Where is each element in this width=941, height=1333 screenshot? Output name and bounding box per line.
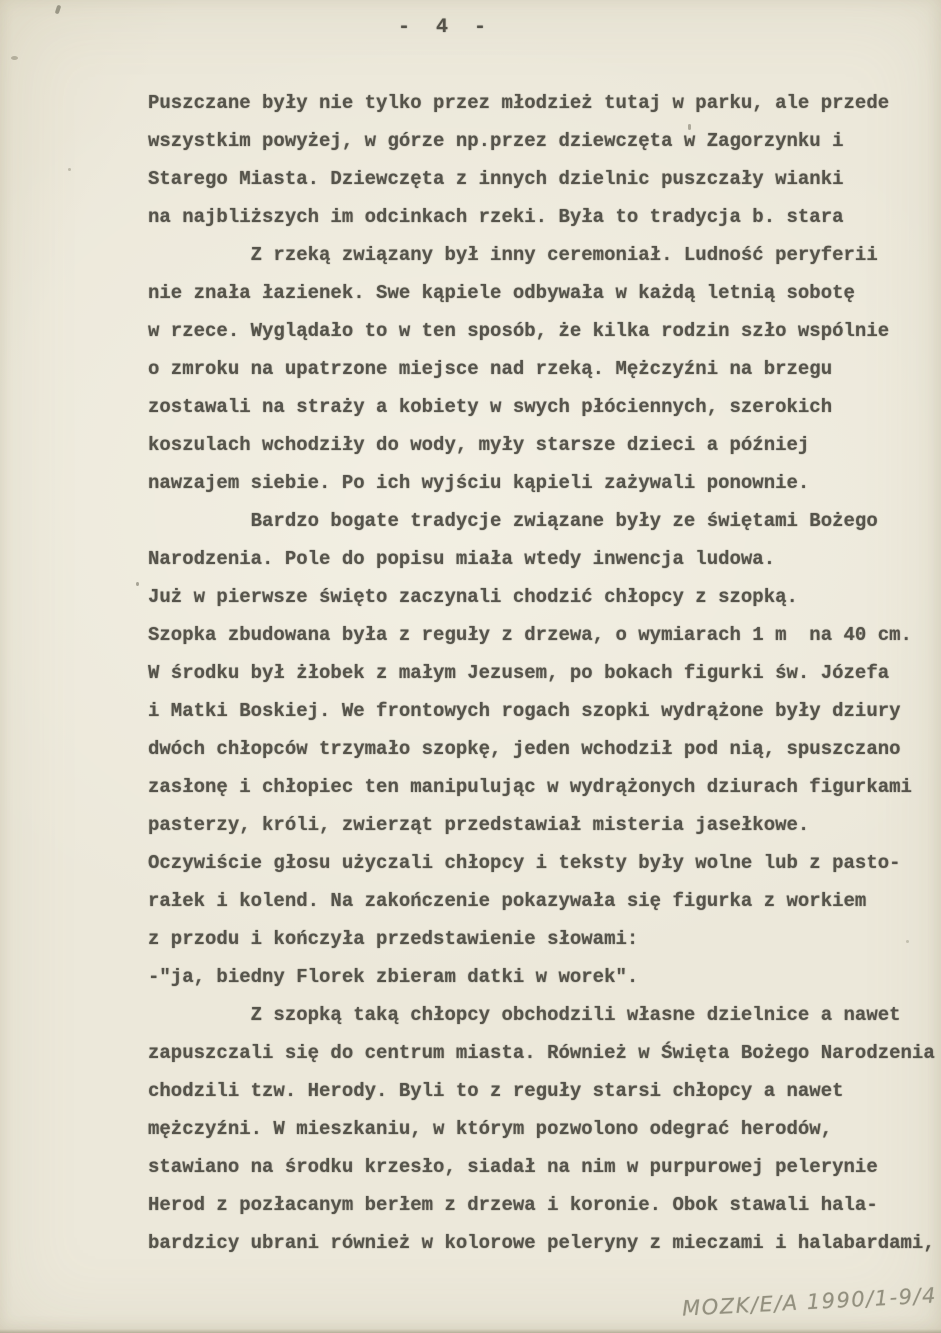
text-line: Oczywiście głosu użyczali chłopcy i teksty były wolne lub z pasto- (148, 852, 901, 874)
text-line: koszulach wchodziły do wody, myły starsze dzieci a później (148, 434, 810, 456)
page-number: - 4 - (398, 16, 494, 39)
text-line: wszystkim powyżej, w górze np.przez dziewczęta w Zagorzynku i (148, 130, 844, 152)
paper-speck (906, 940, 909, 943)
text-line: o zmroku na upatrzone miejsce nad rzeką. Mężczyźni na brzegu (148, 358, 833, 380)
text-line: bardzicy ubrani również w kolorowe peleryny z mieczami i halabardami, (148, 1232, 935, 1254)
text-line: na najbliższych im odcinkach rzeki. Była to tradycja b. stara (148, 206, 844, 228)
text-line: Z rzeką związany był inny ceremoniał. Ludność peryferii (148, 244, 878, 266)
paper-speck (136, 582, 139, 586)
text-line: Puszczane były nie tylko przez młodzież tutaj w parku, ale przede (148, 92, 890, 114)
text-line: i Matki Boskiej. We frontowych rogach szopki wydrążone były dziury (148, 700, 901, 722)
text-line: -"ja, biedny Florek zbieram datki w worek". (148, 966, 639, 988)
text-line: chodzili tzw. Herody. Byli to z reguły starsi chłopcy a nawet (148, 1080, 844, 1102)
text-line: stawiano na środku krzesło, siadał na nim w purpurowej pelerynie (148, 1156, 878, 1178)
page-bottom-edge-shadow (0, 1329, 941, 1333)
text-line: Herod z pozłacanym berłem z drzewa i koronie. Obok stawali hala- (148, 1194, 878, 1216)
text-line: Już w pierwsze święto zaczynali chodzić chłopcy z szopką. (148, 586, 798, 608)
text-line: dwóch chłopców trzymało szopkę, jeden wchodził pod nią, spuszczano (148, 738, 901, 760)
paper-speck (55, 5, 62, 15)
text-line: pasterzy, króli, zwierząt przedstawiał misteria jasełkowe. (148, 814, 810, 836)
text-line: zostawali na straży a kobiety w swych płóciennych, szerokich (148, 396, 833, 418)
paper-speck (68, 168, 71, 171)
typewritten-text-block (148, 84, 941, 1262)
text-line: rałek i kolend. Na zakończenie pokazywała się figurka z workiem (148, 890, 867, 912)
text-line: Starego Miasta. Dziewczęta z innych dzielnic puszczały wianki (148, 168, 844, 190)
text-line: nawzajem siebie. Po ich wyjściu kąpieli zażywali ponownie. (148, 472, 810, 494)
paper-speck (688, 124, 691, 130)
text-line: Narodzenia. Pole do popisu miała wtedy inwencja ludowa. (148, 548, 776, 570)
text-line: zapuszczali się do centrum miasta. Również w Święta Bożego Narodzenia (148, 1042, 935, 1064)
archive-code-handwritten: MOZK/E/A 1990/1-9/4 (681, 1283, 938, 1321)
text-line: mężczyźni. W mieszkaniu, w którym pozwolono odegrać herodów, (148, 1118, 833, 1140)
text-line: W środku był żłobek z małym Jezusem, po bokach figurki św. Józefa (148, 662, 890, 684)
text-line: Z szopką taką chłopcy obchodzili własne dzielnice a nawet (148, 1004, 901, 1026)
text-line: Szopka zbudowana była z reguły z drzewa, o wymiarach 1 m na 40 cm. (148, 624, 912, 646)
text-line: zasłonę i chłopiec ten manipulując w wydrążonych dziurach figurkami (148, 776, 912, 798)
paper-speck (11, 56, 18, 60)
text-line: z przodu i kończyła przedstawienie słowami: (148, 928, 639, 950)
text-line: Bardzo bogate tradycje związane były ze świętami Bożego (148, 510, 878, 532)
text-line: nie znała łazienek. Swe kąpiele odbywała w każdą letnią sobotę (148, 282, 855, 304)
text-line: w rzece. Wyglądało to w ten sposób, że kilka rodzin szło wspólnie (148, 320, 890, 342)
